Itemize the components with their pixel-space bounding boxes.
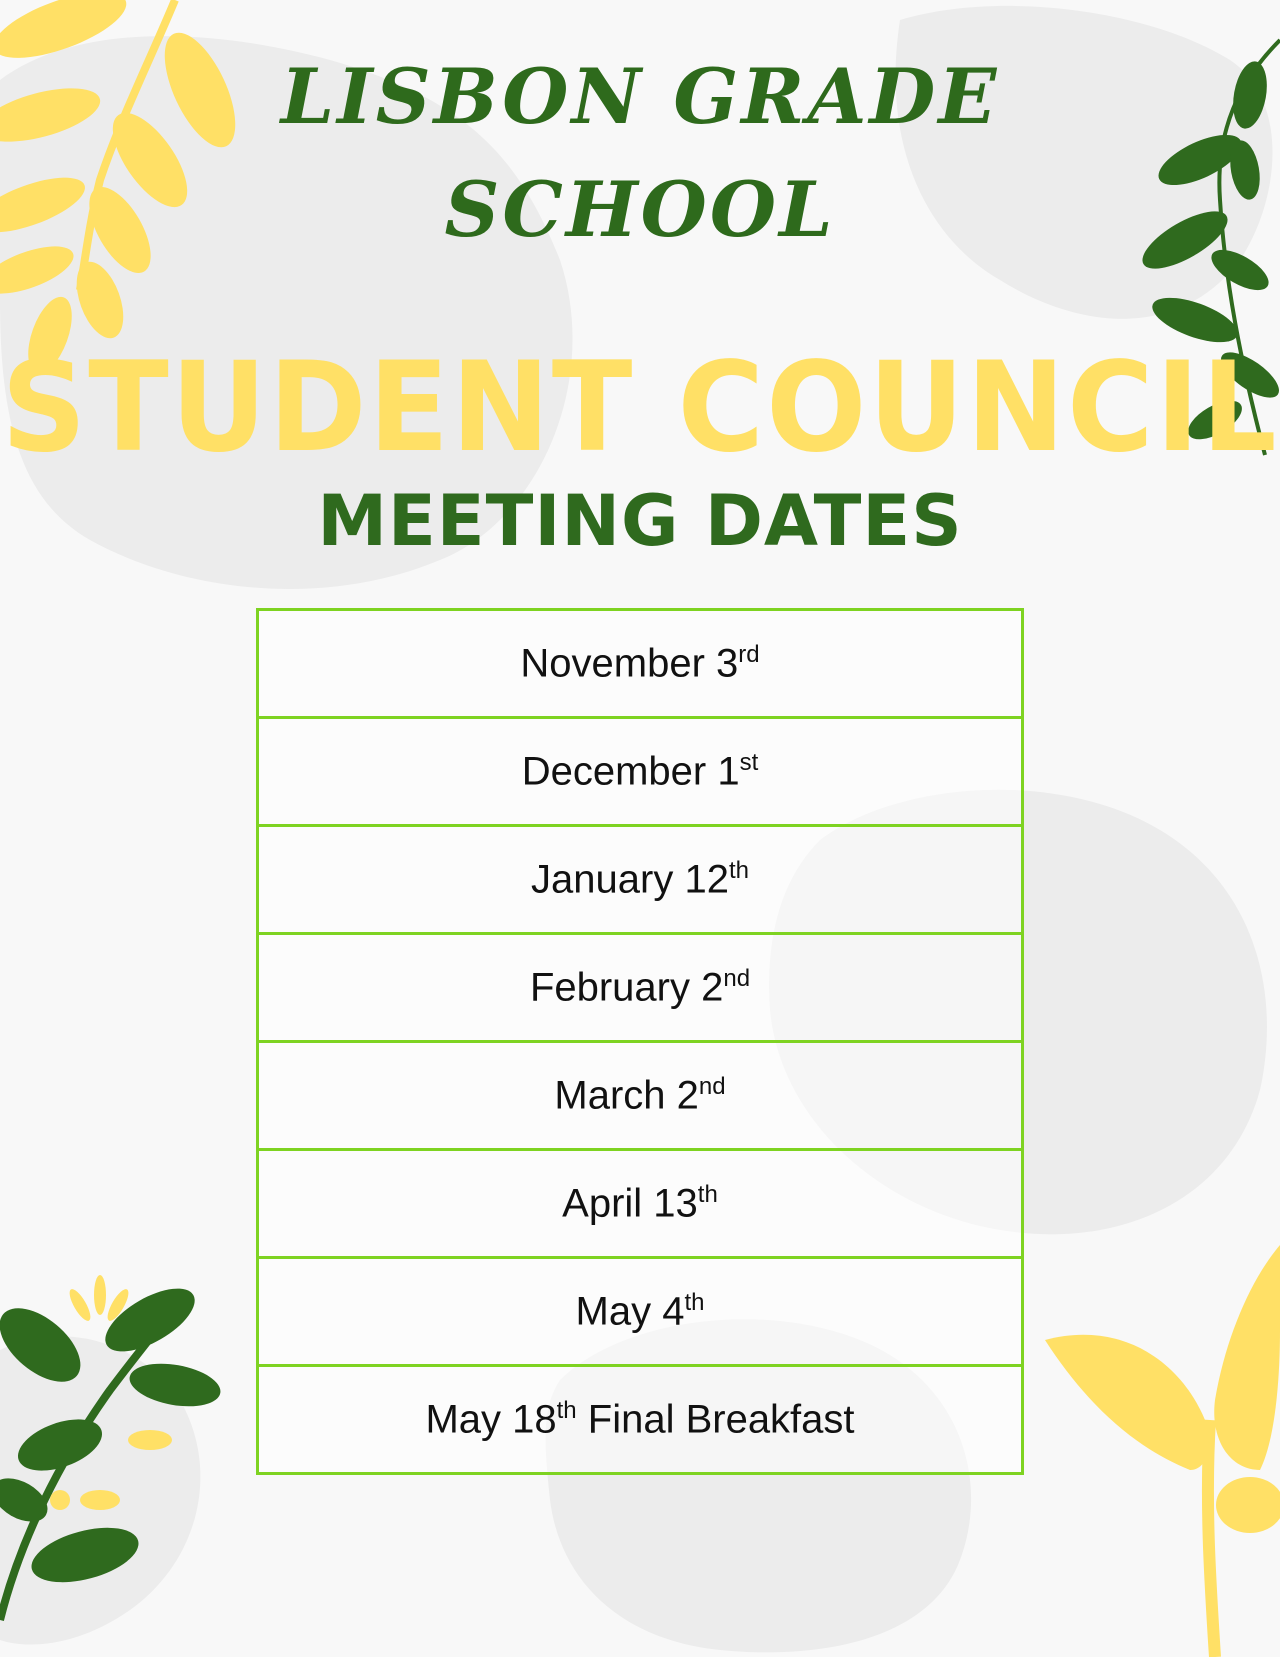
table-row <box>258 1258 1023 1366</box>
meeting-date-cell: April 13th <box>258 1150 1023 1258</box>
meeting-date-cell: December 1st <box>258 718 1023 826</box>
school-name-line-1: LISBON GRADE <box>280 52 1000 141</box>
meeting-date-cell: March 2nd <box>258 1042 1023 1150</box>
table-row <box>258 1366 1023 1474</box>
table-row <box>258 610 1023 718</box>
yellow-plant-bottom-right <box>1045 1245 1280 1657</box>
meeting-dates-table <box>256 608 1024 1475</box>
meeting-dates-subtitle: MEETING DATES <box>317 480 963 562</box>
meeting-date-cell: January 12th <box>258 826 1023 934</box>
meeting-date-cell: May 18th Final Breakfast <box>258 1366 1023 1474</box>
table-row <box>258 826 1023 934</box>
table-row <box>258 1150 1023 1258</box>
table-row <box>258 718 1023 826</box>
meeting-date-cell: November 3rd <box>258 610 1023 718</box>
table-row <box>258 1042 1023 1150</box>
meeting-date-cell: May 4th <box>258 1258 1023 1366</box>
meeting-date-cell: February 2nd <box>258 934 1023 1042</box>
student-council-title: STUDENT COUNCIL <box>1 334 1279 480</box>
table-row <box>258 934 1023 1042</box>
school-name-line-2: SCHOOL <box>444 165 836 254</box>
